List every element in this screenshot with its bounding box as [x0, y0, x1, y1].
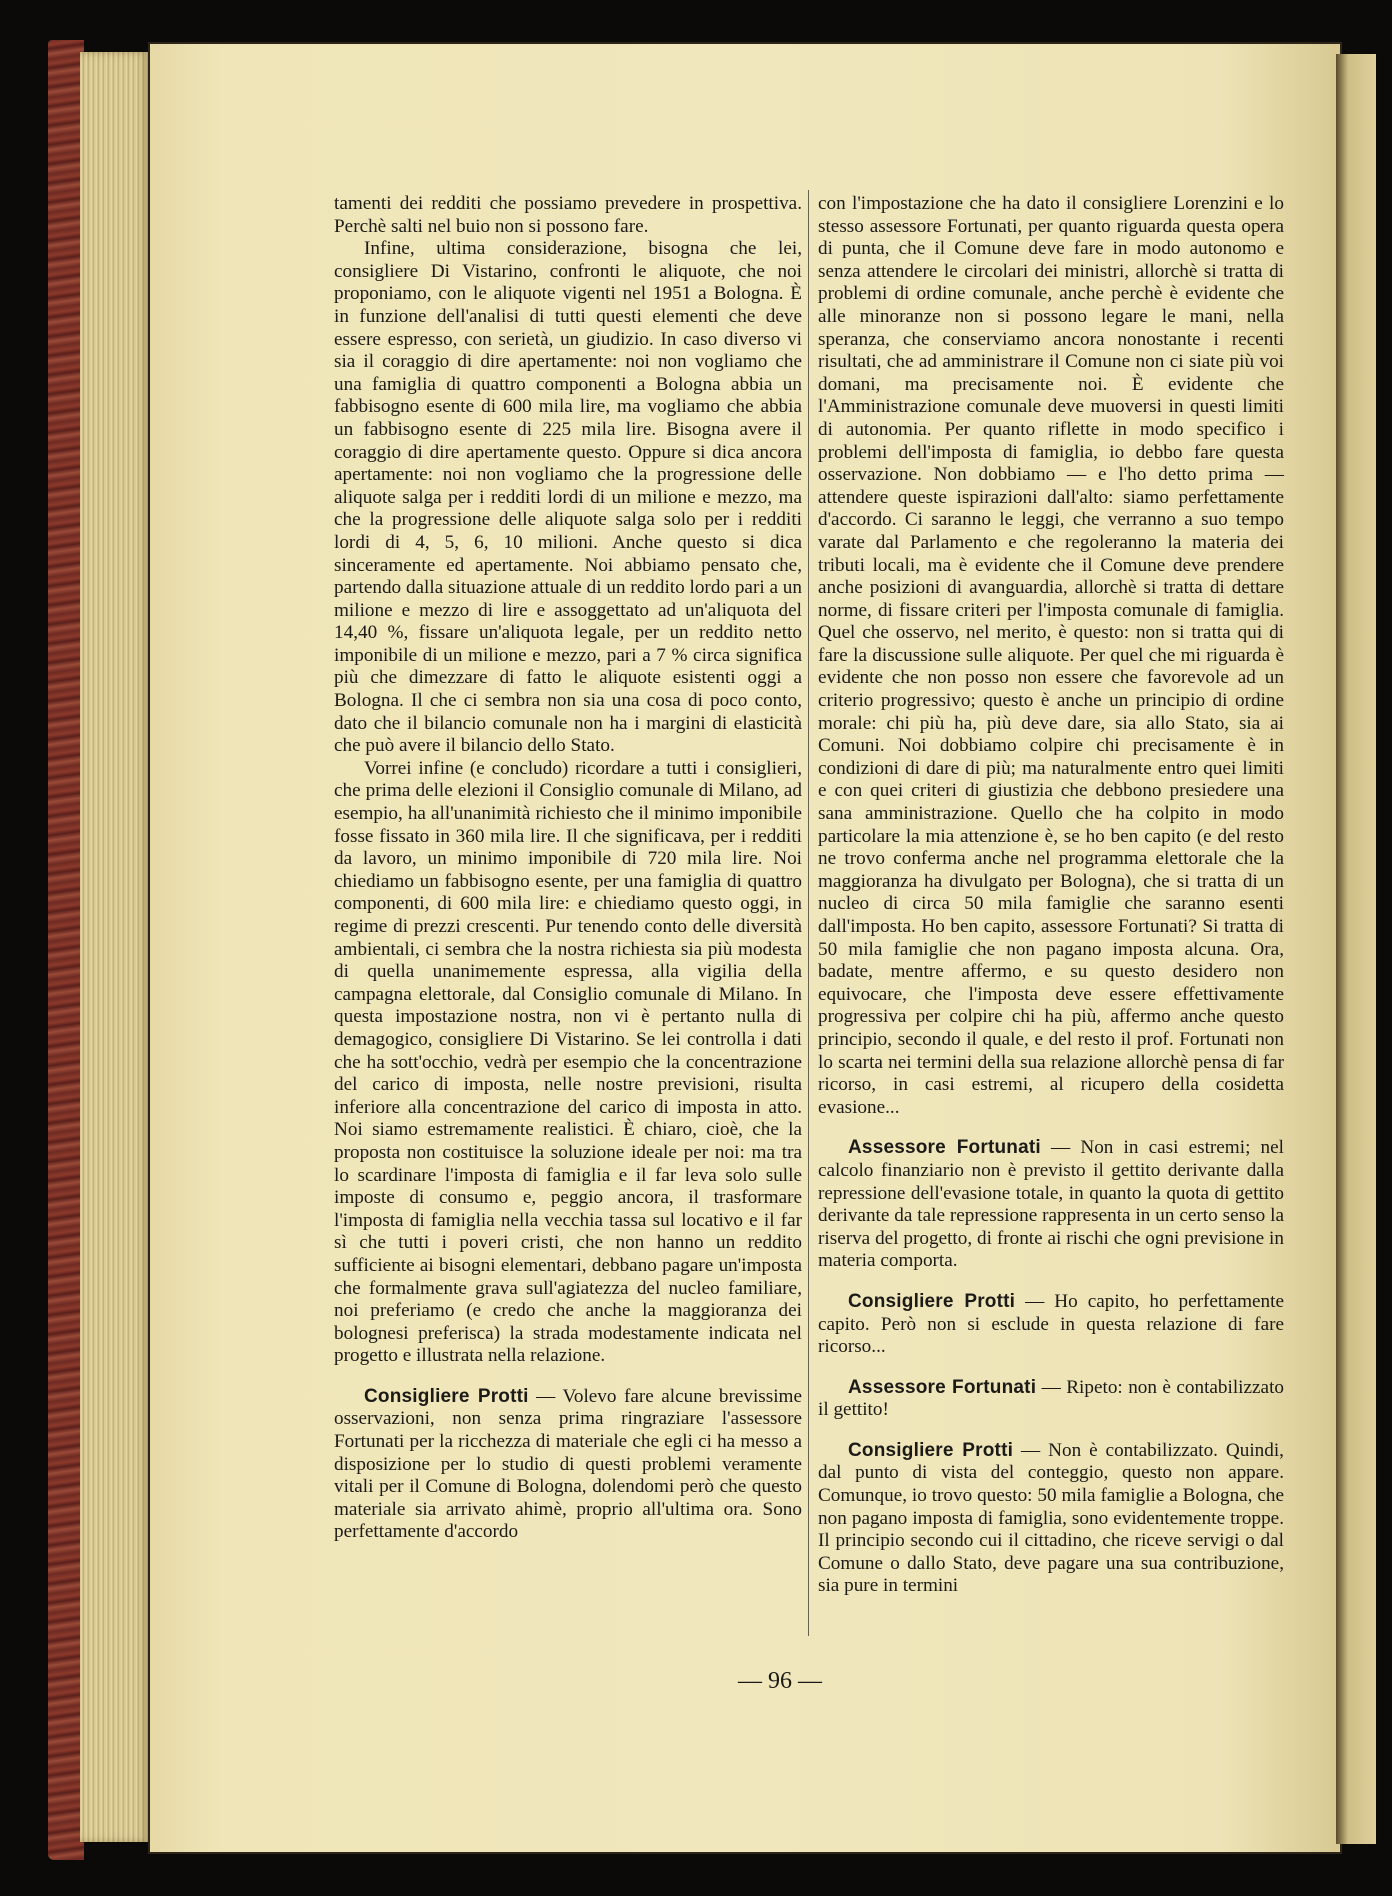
- speech-paragraph: [818, 1291, 1284, 1359]
- paragraph: Vorrei infine (e concludo) ricordare a tutti i consiglieri, che prima delle elezioni il Consiglio comunale di Milano, ad esempio, ha all'unanimità richiesto che il minimo imponibile fosse fissato in 360 mila lire. Il che significava, per i redditi da lavoro, un minimo imponibile di 720 mila lire. Noi chiediamo un fabbisogno esente, per una famiglia di quattro componenti, di 600 mila lire: e chiediamo questo oggi, in regime di prezzi crescenti. Pur tenendo conto delle diversità ambientali, ci sembra che la nostra richiesta sia più modesta di quella unanimemente espressa, alla vigilia della campagna elettorale, dal Consiglio comunale di Milano. In questa impostazione nostra, non vi è pertanto nulla di demagogico, consigliere Di Vistarino. Se lei controlla i dati che ha sott'occhio, vedrà per esempio che la concentrazione del carico di imposta, nelle nostre previsioni, risulta inferiore alla concentrazione del carico di imposta in atto. Noi siamo estremamente realistici. È chiaro, cioè, che la proposta non costituisce la soluzione ideale per noi: ma tra lo scardinare l'imposta di famiglia e il far leva solo sulle imposte di consumo e, peggio ancora, il trasformare l'imposta di famiglia nella vecchia tassa sul locativo e il far sì che tutti i poveri cristi, che non hanno un reddito sufficiente ai bisogni elementari, debbano pagare un'imposta che formalmente grava sull'agiatezza del nucleo familiare, noi preferiamo (e credo che anche la maggioranza dei bolognesi preferisca) la strada modestamente indicata nel progetto e illustrata nella relazione.: [334, 757, 802, 1367]
- speech-paragraph: [818, 1377, 1284, 1422]
- speaker-name: Assessore Fortunati: [848, 1137, 1041, 1159]
- speaker-name: Consigliere Protti: [364, 1385, 529, 1407]
- marbled-cover-edge: [48, 40, 84, 1860]
- speech-text: — Volevo fare alcune brevissime osservazioni, non senza prima ringraziare l'assessore Fortunati per la ricchezza di materiale che egli ci ha messo a disposizione per lo studio di questi problemi veramente vitali per il Comune di Bologna, dolendomi però che questo materiale sia arrivato ahimè, proprio all'ultima ora. Sono perfettamente d'accordo: [334, 1385, 802, 1543]
- speaker-name: Assessore Fortunati: [848, 1376, 1037, 1398]
- paragraph: Infine, ultima considerazione, bisogna che lei, consigliere Di Vistarino, confronti le aliquote, che noi proponiamo, con le aliquote vigenti nel 1951 a Bologna. È in funzione dell'analisi di tutti questi elementi che deve essere espresso, con serietà, un giudizio. In caso diverso vi sia il coraggio di dire apertamente: noi non vogliamo che una famiglia di quattro componenti a Bologna abbia un fabbisogno esente di 600 mila lire, ma vogliamo che abbia un fabbisogno esente di 225 mila lire. Bisogna avere il coraggio di dire apertamente questo. Oppure si dica ancora apertamente: noi non vogliamo che la progressione delle aliquote salga per i redditi lordi di un milione e mezzo, ma che la progressione delle aliquote salga solo per i redditi lordi di 4, 5, 6, 10 milioni. Anche questo si dica sinceramente ed apertamente. Noi abbiamo pensato che, partendo dalla situazione attuale di un reddito lordo pari a un milione e mezzo di lire e assoggettato ad un'aliquota del 14,40 %, fissare un'aliquota legale, per un reddito netto imponibile di un milione e mezzo, pari a 7 % circa significa più che dimezzare di fatto le aliquote esistenti oggi a Bologna. Il che ci sembra non sia una cosa di poco conto, dato che il bilancio comunale non ha i margini di elasticità che può avere il bilancio dello Stato.: [334, 238, 802, 757]
- speech-text: — Non in casi estremi; nel calcolo finanziario non è previsto il gettito derivante dalla repressione dell'evasione totale, in quanto la quota di gettito derivante da tale repressione rappresenta in un certo senso la riserva del progetto, di fronte ai rischi che ogni previsione in materia comporta.: [818, 1137, 1284, 1272]
- column-divider: [808, 190, 809, 1636]
- paragraph: con l'impostazione che ha dato il consigliere Lorenzini e lo stesso assessore Fortunati, per quanto riguarda questa opera di punta, che il Comune deve fare in modo autonomo e senza attendere le circolari dei ministri, allorchè si tratta di problemi di ordine comunale, anche perchè è evidente che alle minoranze non si possono legare le mani, nella speranza, che conserviamo ancora nonostante i recenti risultati, che ad amministrare il Comune non ci siate più voi domani, ma precisamente noi. È evidente che l'Amministrazione comunale deve muoversi in questi limiti di autonomia. Per quanto riflette in modo specifico i problemi dell'imposta di famiglia, io debbo fare questa osservazione. Non dobbiamo — e l'ho detto prima — attendere queste ispirazioni dall'alto: siamo perfettamente d'accordo. Ci saranno le leggi, che verranno a suo tempo varate dal Parlamento e che regoleranno la materia dei tributi locali, ma è evidente che il Comune deve prendere anche posizioni di avanguardia, allorchè si tratta di dettare norme, di fissare criteri per l'imposta comunale di famiglia. Quel che osservo, nel merito, è questo: non si tratta qui di fare la discussione sulle aliquote. Per quel che mi riguarda è evidente che non posso non essere che favorevole ad un criterio progressivo; questo è anche un principio di ordine morale: chi più ha, più deve dare, sia allo Stato, sia ai Comuni. Noi dobbiamo colpire chi precisamente è in condizioni di dare di più; ma naturalmente entro quei limiti e con quei criteri di giustizia che debbono presiedere una sana amministrazione. Quello che ha colpito in modo particolare la mia attenzione è, se ho ben capito (e del resto ne trovo conferma anche nel programma elettorale che la maggioranza ha divulgato per Bologna), che si tratta di un nucleo di circa 50 mila famiglie che saranno esenti dall'imposta. Ho ben capito, assessore Fortunati? Si tratta di 50 mila famiglie che non pagano imposta alcuna. Ora, badate, mentre affermo, e su questo desidero non equivocare, che l'imposta deve essere effettivamente progressiva per colpire chi ha più, affermo anche questo principio, secondo il quale, e del resto il prof. Fortunati non lo scarta nei termini della sua relazione allorchè pensa di far ricorso, in casi estremi, al ricupero della cosidetta evasione...: [818, 193, 1284, 1118]
- speech-text: — Ripeto: non è contabilizzato il gettito!: [818, 1376, 1284, 1421]
- speaker-name: Consigliere Protti: [848, 1290, 1016, 1312]
- page-number: — 96 —: [738, 1668, 822, 1694]
- speech-text: — Non è contabilizzato. Quindi, dal punto di vista del conteggio, questo non appare. Comunque, io trovo questo: 50 mila famiglie a Bologna, che non pagano imposta di famiglia, sono evidentemente troppe. Il principio secondo cui il cittadino, che riceve servigi o dal Comune o dallo Stato, deve pagare una sua contribuzione, sia pure in termini: [818, 1439, 1284, 1597]
- paragraph: tamenti dei redditi che possiamo prevedere in prospettiva. Perchè salti nel buio non si possono fare.: [334, 193, 802, 237]
- speech-paragraph: [818, 1440, 1284, 1598]
- speaker-name: Consigliere Protti: [848, 1439, 1014, 1461]
- page-edges: [80, 52, 150, 1842]
- left-text-column: [334, 193, 802, 1544]
- speech-paragraph: [818, 1137, 1284, 1273]
- speech-paragraph: [334, 1386, 802, 1544]
- facing-page-edge: [1336, 54, 1376, 1844]
- speech-text: — Ho capito, ho perfettamente capito. Però non si esclude in questa relazione di fare ricorso...: [818, 1290, 1284, 1358]
- right-text-column: [818, 193, 1284, 1598]
